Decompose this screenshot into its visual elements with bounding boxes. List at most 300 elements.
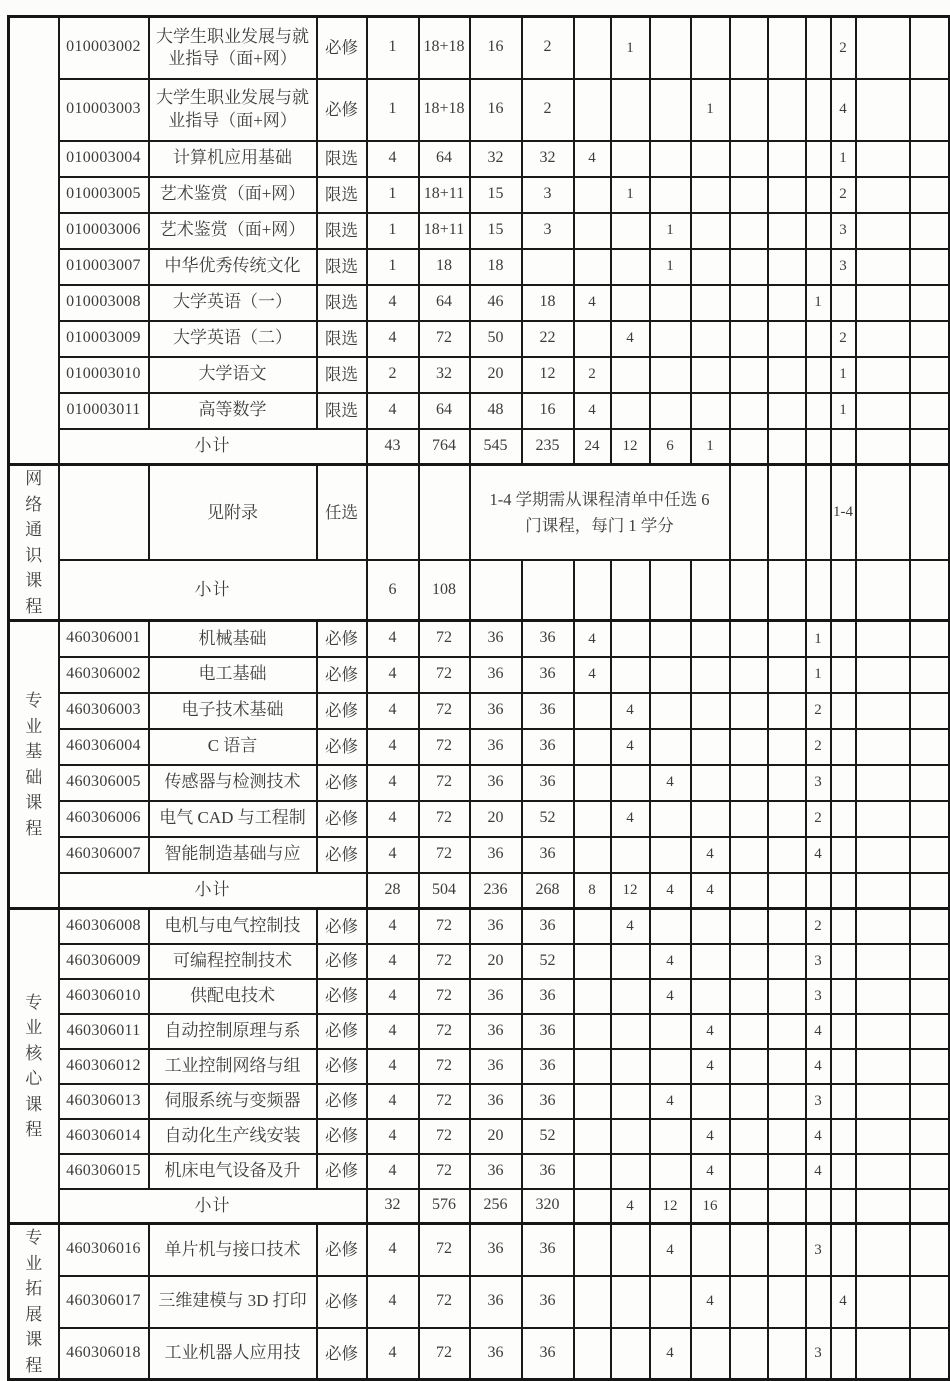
s1-cell	[574, 765, 611, 801]
check-cell: 4	[831, 79, 856, 141]
course-row	[9, 909, 950, 944]
code-cell: 010003010	[59, 357, 149, 393]
exam-cell	[806, 465, 831, 561]
code-cell: 460306010	[59, 979, 149, 1014]
check-cell: 1	[831, 357, 856, 393]
exam-cell: 2	[806, 801, 831, 837]
s1-cell	[574, 1084, 611, 1119]
check-cell	[831, 1189, 856, 1224]
s6-cell	[768, 560, 806, 620]
nature-cell: 必修	[317, 693, 367, 729]
extra1-cell	[856, 1049, 910, 1084]
theory-cell: 36	[470, 1014, 522, 1049]
hours-cell: 72	[419, 621, 470, 657]
s3-cell: 4	[650, 873, 691, 909]
check-cell: 2	[831, 177, 856, 213]
s1-cell	[574, 321, 611, 357]
theory-cell: 36	[470, 979, 522, 1014]
course-row	[9, 621, 950, 657]
name-cell: 工业控制网络与组	[149, 1049, 317, 1084]
s5-cell	[730, 657, 768, 693]
s4-cell	[691, 357, 730, 393]
s5-cell	[730, 1084, 768, 1119]
extra2-cell	[910, 1328, 950, 1380]
extra2-cell	[910, 79, 950, 141]
s1-cell	[574, 1189, 611, 1224]
exam-cell	[806, 357, 831, 393]
credits-cell: 4	[367, 657, 419, 693]
s5-cell	[730, 801, 768, 837]
theory-cell: 15	[470, 177, 522, 213]
exam-cell	[806, 1189, 831, 1224]
s6-cell	[768, 177, 806, 213]
name-cell: 三维建模与 3D 打印	[149, 1276, 317, 1328]
check-cell	[831, 1084, 856, 1119]
extra2-cell	[910, 1154, 950, 1189]
name-cell: 机械基础	[149, 621, 317, 657]
practice-cell: 36	[522, 1276, 574, 1328]
curriculum-table-body	[9, 17, 950, 1380]
credits-cell: 4	[367, 1276, 419, 1328]
code-cell: 460306018	[59, 1328, 149, 1380]
s1-cell: 2	[574, 357, 611, 393]
hours-cell: 72	[419, 1014, 470, 1049]
s1-cell: 4	[574, 621, 611, 657]
s6-cell	[768, 1224, 806, 1276]
credits-cell: 1	[367, 213, 419, 249]
check-cell	[831, 429, 856, 465]
s3-cell	[650, 560, 691, 620]
name-cell: 艺术鉴赏（面+网）	[149, 177, 317, 213]
credits-cell: 4	[367, 1328, 419, 1380]
exam-cell: 3	[806, 765, 831, 801]
s5-cell	[730, 560, 768, 620]
practice-cell: 3	[522, 177, 574, 213]
practice-cell: 52	[522, 944, 574, 979]
extra2-cell	[910, 909, 950, 944]
category-cell: 专业拓展课程	[9, 1224, 59, 1380]
extra2-cell	[910, 944, 950, 979]
nature-cell: 限选	[317, 285, 367, 321]
subtotal-label-cell: 小计	[59, 873, 367, 909]
exam-cell: 3	[806, 979, 831, 1014]
theory-cell: 20	[470, 1119, 522, 1154]
theory-cell: 36	[470, 621, 522, 657]
theory-cell: 236	[470, 873, 522, 909]
extra1-cell	[856, 621, 910, 657]
theory-cell: 36	[470, 1276, 522, 1328]
code-cell: 010003005	[59, 177, 149, 213]
s1-cell	[574, 837, 611, 873]
name-cell: 自动化生产线安装	[149, 1119, 317, 1154]
theory-cell: 36	[470, 1084, 522, 1119]
s4-cell	[691, 177, 730, 213]
s3-cell	[650, 393, 691, 429]
theory-cell: 256	[470, 1189, 522, 1224]
s4-cell	[691, 801, 730, 837]
course-row	[9, 801, 950, 837]
exam-cell	[806, 393, 831, 429]
hours-cell: 72	[419, 1328, 470, 1380]
practice-cell: 2	[522, 79, 574, 141]
code-cell: 460306007	[59, 837, 149, 873]
name-cell: 艺术鉴赏（面+网）	[149, 213, 317, 249]
exam-cell	[806, 213, 831, 249]
extra2-cell	[910, 1119, 950, 1154]
exam-cell	[806, 873, 831, 909]
name-cell: 伺服系统与变频器	[149, 1084, 317, 1119]
theory-cell: 20	[470, 801, 522, 837]
s2-cell	[611, 765, 650, 801]
check-cell	[831, 729, 856, 765]
credits-cell: 4	[367, 1014, 419, 1049]
check-cell	[831, 621, 856, 657]
name-cell: 高等数学	[149, 393, 317, 429]
exam-cell	[806, 79, 831, 141]
name-cell: 自动控制原理与系	[149, 1014, 317, 1049]
name-cell: 电气 CAD 与工程制	[149, 801, 317, 837]
hours-cell: 72	[419, 979, 470, 1014]
s2-cell	[611, 1224, 650, 1276]
extra1-cell	[856, 1328, 910, 1380]
s4-cell	[691, 944, 730, 979]
credits-cell: 4	[367, 837, 419, 873]
extra2-cell	[910, 465, 950, 561]
s1-cell	[574, 729, 611, 765]
exam-cell: 4	[806, 837, 831, 873]
s5-cell	[730, 729, 768, 765]
course-row	[9, 79, 950, 141]
course-row	[9, 141, 950, 177]
extra2-cell	[910, 621, 950, 657]
practice-cell: 36	[522, 729, 574, 765]
s6-cell	[768, 285, 806, 321]
s5-cell	[730, 17, 768, 79]
extra2-cell	[910, 765, 950, 801]
s5-cell	[730, 1276, 768, 1328]
exam-cell	[806, 17, 831, 79]
hours-cell: 72	[419, 657, 470, 693]
practice-cell: 12	[522, 357, 574, 393]
s2-cell	[611, 1154, 650, 1189]
practice-cell: 3	[522, 213, 574, 249]
s4-cell	[691, 621, 730, 657]
hours-cell: 72	[419, 801, 470, 837]
theory-cell: 36	[470, 837, 522, 873]
s2-cell: 4	[611, 1189, 650, 1224]
code-cell: 010003003	[59, 79, 149, 141]
credits-cell: 4	[367, 1084, 419, 1119]
elective-note-cell: 1-4 学期需从课程清单中任选 6 门课程，每门 1 学分	[470, 465, 730, 561]
check-cell	[831, 765, 856, 801]
exam-cell: 1	[806, 285, 831, 321]
theory-cell: 20	[470, 357, 522, 393]
name-cell: 电机与电气控制技	[149, 909, 317, 944]
elective-row	[9, 465, 950, 561]
s2-cell: 1	[611, 17, 650, 79]
practice-cell: 36	[522, 979, 574, 1014]
s1-cell	[574, 1328, 611, 1380]
nature-cell: 必修	[317, 765, 367, 801]
s4-cell	[691, 1328, 730, 1380]
theory-cell: 545	[470, 429, 522, 465]
extra2-cell	[910, 1224, 950, 1276]
credits-cell: 4	[367, 693, 419, 729]
hours-cell: 18+18	[419, 17, 470, 79]
s1-cell	[574, 177, 611, 213]
s2-cell: 4	[611, 693, 650, 729]
nature-cell: 任选	[317, 465, 367, 561]
check-cell: 3	[831, 249, 856, 285]
credits-cell: 4	[367, 285, 419, 321]
nature-cell: 必修	[317, 837, 367, 873]
check-cell	[831, 1328, 856, 1380]
practice-cell: 36	[522, 765, 574, 801]
nature-cell: 必修	[317, 657, 367, 693]
s4-cell	[691, 560, 730, 620]
check-cell	[831, 873, 856, 909]
s1-cell	[574, 1014, 611, 1049]
category-cell: 专业核心课程	[9, 909, 59, 1224]
practice-cell: 16	[522, 393, 574, 429]
s6-cell	[768, 979, 806, 1014]
course-row	[9, 1154, 950, 1189]
s3-cell	[650, 1119, 691, 1154]
s1-cell	[574, 560, 611, 620]
hours-cell: 576	[419, 1189, 470, 1224]
exam-cell: 2	[806, 693, 831, 729]
s3-cell: 1	[650, 213, 691, 249]
s2-cell	[611, 249, 650, 285]
s4-cell: 4	[691, 1014, 730, 1049]
code-cell: 460306013	[59, 1084, 149, 1119]
hours-cell: 72	[419, 1049, 470, 1084]
exam-cell: 1	[806, 657, 831, 693]
extra2-cell	[910, 321, 950, 357]
exam-cell: 4	[806, 1119, 831, 1154]
s4-cell: 4	[691, 1119, 730, 1154]
s1-cell	[574, 1119, 611, 1154]
s6-cell	[768, 429, 806, 465]
theory-cell: 36	[470, 693, 522, 729]
extra2-cell	[910, 801, 950, 837]
practice-cell: 18	[522, 285, 574, 321]
s2-cell	[611, 979, 650, 1014]
hours-cell: 18+11	[419, 177, 470, 213]
check-cell: 3	[831, 213, 856, 249]
nature-cell: 限选	[317, 249, 367, 285]
s2-cell	[611, 1049, 650, 1084]
extra2-cell	[910, 393, 950, 429]
hours-cell: 18	[419, 249, 470, 285]
s4-cell	[691, 765, 730, 801]
s3-cell	[650, 285, 691, 321]
s5-cell	[730, 321, 768, 357]
s2-cell: 1	[611, 177, 650, 213]
check-cell	[831, 1014, 856, 1049]
s1-cell: 24	[574, 429, 611, 465]
extra1-cell	[856, 429, 910, 465]
s2-cell	[611, 621, 650, 657]
s6-cell	[768, 693, 806, 729]
hours-cell: 108	[419, 560, 470, 620]
hours-cell: 72	[419, 321, 470, 357]
course-row	[9, 1014, 950, 1049]
s4-cell: 4	[691, 1049, 730, 1084]
s3-cell	[650, 1014, 691, 1049]
theory-cell: 50	[470, 321, 522, 357]
s5-cell	[730, 944, 768, 979]
course-row	[9, 357, 950, 393]
hours-cell: 72	[419, 693, 470, 729]
extra2-cell	[910, 979, 950, 1014]
code-cell: 010003004	[59, 141, 149, 177]
practice-cell	[522, 249, 574, 285]
name-cell: 电子技术基础	[149, 693, 317, 729]
extra1-cell	[856, 141, 910, 177]
extra1-cell	[856, 1276, 910, 1328]
extra2-cell	[910, 873, 950, 909]
s2-cell	[611, 944, 650, 979]
code-cell: 460306014	[59, 1119, 149, 1154]
credits-cell	[367, 465, 419, 561]
s5-cell	[730, 429, 768, 465]
s5-cell	[730, 1224, 768, 1276]
course-row	[9, 729, 950, 765]
code-cell: 460306004	[59, 729, 149, 765]
s4-cell: 1	[691, 429, 730, 465]
s1-cell	[574, 1276, 611, 1328]
s3-cell	[650, 1276, 691, 1328]
name-cell: 大学生职业发展与就业指导（面+网）	[149, 79, 317, 141]
nature-cell: 必修	[317, 1014, 367, 1049]
s4-cell	[691, 249, 730, 285]
hours-cell: 72	[419, 1276, 470, 1328]
s1-cell: 4	[574, 285, 611, 321]
s2-cell	[611, 1014, 650, 1049]
credits-cell: 4	[367, 1119, 419, 1154]
code-cell: 460306012	[59, 1049, 149, 1084]
nature-cell: 必修	[317, 1084, 367, 1119]
check-cell	[831, 693, 856, 729]
extra2-cell	[910, 1189, 950, 1224]
practice-cell: 2	[522, 17, 574, 79]
nature-cell: 必修	[317, 1049, 367, 1084]
hours-cell: 72	[419, 909, 470, 944]
check-cell	[831, 1154, 856, 1189]
subtotal-row	[9, 873, 950, 909]
nature-cell: 必修	[317, 801, 367, 837]
s4-cell	[691, 393, 730, 429]
s1-cell	[574, 249, 611, 285]
extra2-cell	[910, 837, 950, 873]
credits-cell: 4	[367, 979, 419, 1014]
s1-cell: 4	[574, 657, 611, 693]
extra2-cell	[910, 17, 950, 79]
course-row	[9, 944, 950, 979]
theory-cell: 36	[470, 909, 522, 944]
s6-cell	[768, 357, 806, 393]
check-cell	[831, 837, 856, 873]
s6-cell	[768, 873, 806, 909]
check-cell	[831, 909, 856, 944]
s6-cell	[768, 249, 806, 285]
nature-cell: 必修	[317, 1154, 367, 1189]
s6-cell	[768, 621, 806, 657]
s2-cell	[611, 1328, 650, 1380]
course-row	[9, 177, 950, 213]
nature-cell: 必修	[317, 621, 367, 657]
hours-cell: 72	[419, 944, 470, 979]
nature-cell: 限选	[317, 393, 367, 429]
credits-cell: 4	[367, 944, 419, 979]
s5-cell	[730, 909, 768, 944]
name-cell: 大学英语（一）	[149, 285, 317, 321]
s4-cell	[691, 321, 730, 357]
s2-cell	[611, 1084, 650, 1119]
s1-cell	[574, 17, 611, 79]
check-cell	[831, 1049, 856, 1084]
credits-cell: 4	[367, 1224, 419, 1276]
s1-cell	[574, 693, 611, 729]
credits-cell: 28	[367, 873, 419, 909]
code-cell: 460306015	[59, 1154, 149, 1189]
name-cell: 电工基础	[149, 657, 317, 693]
s6-cell	[768, 1049, 806, 1084]
credits-cell: 1	[367, 177, 419, 213]
s3-cell	[650, 177, 691, 213]
category-cell	[9, 17, 59, 465]
nature-cell: 必修	[317, 1276, 367, 1328]
s2-cell: 12	[611, 429, 650, 465]
name-cell: 智能制造基础与应	[149, 837, 317, 873]
course-row	[9, 285, 950, 321]
extra1-cell	[856, 1154, 910, 1189]
subtotal-label-cell: 小计	[59, 429, 367, 465]
course-row	[9, 321, 950, 357]
s2-cell: 12	[611, 873, 650, 909]
code-cell	[59, 465, 149, 561]
nature-cell: 必修	[317, 1119, 367, 1154]
s6-cell	[768, 213, 806, 249]
extra2-cell	[910, 1084, 950, 1119]
extra1-cell	[856, 213, 910, 249]
check-cell	[831, 801, 856, 837]
code-cell: 460306003	[59, 693, 149, 729]
nature-cell: 限选	[317, 357, 367, 393]
code-cell: 460306001	[59, 621, 149, 657]
practice-cell: 36	[522, 1328, 574, 1380]
hours-cell: 764	[419, 429, 470, 465]
credits-cell: 4	[367, 909, 419, 944]
s4-cell: 4	[691, 873, 730, 909]
credits-cell: 6	[367, 560, 419, 620]
code-cell: 010003007	[59, 249, 149, 285]
extra1-cell	[856, 357, 910, 393]
theory-cell: 48	[470, 393, 522, 429]
exam-cell	[806, 560, 831, 620]
practice-cell: 52	[522, 801, 574, 837]
s5-cell	[730, 393, 768, 429]
credits-cell: 4	[367, 1154, 419, 1189]
credits-cell: 4	[367, 1049, 419, 1084]
hours-cell: 18+11	[419, 213, 470, 249]
theory-cell: 16	[470, 17, 522, 79]
s4-cell	[691, 141, 730, 177]
s1-cell	[574, 1154, 611, 1189]
course-row	[9, 1328, 950, 1380]
s4-cell	[691, 909, 730, 944]
